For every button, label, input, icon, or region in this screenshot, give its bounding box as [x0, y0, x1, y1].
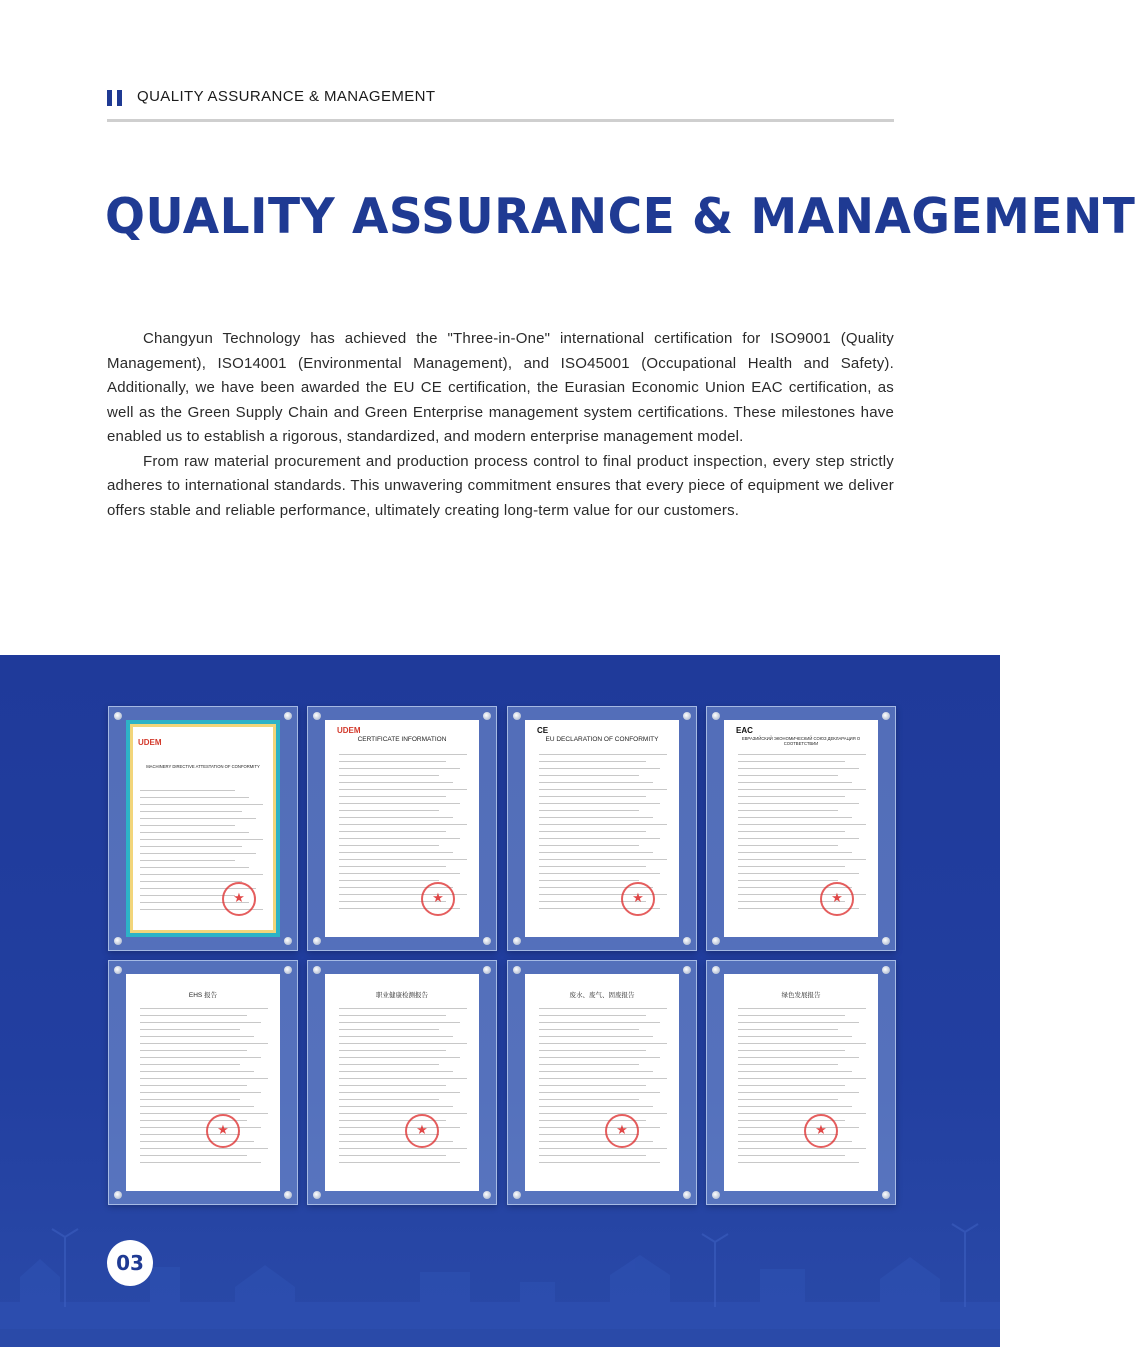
certificate-text-line [140, 853, 256, 854]
certificate-text-line [738, 1008, 866, 1009]
certificate-text-line [738, 1127, 859, 1128]
mount-bolt-icon [114, 712, 122, 720]
certificate-text-line [140, 1050, 247, 1051]
certificate-text-line [339, 1113, 467, 1114]
mount-bolt-icon [284, 1191, 292, 1199]
mount-bolt-icon [513, 966, 521, 974]
certificate-text-line [539, 1113, 667, 1114]
certificate-text-line [539, 754, 667, 755]
certificate-text-line [738, 1050, 845, 1051]
certificate-text-line [140, 846, 242, 847]
certificate-frame [706, 960, 896, 1205]
mount-bolt-icon [313, 1191, 321, 1199]
certificate-text-line [140, 1106, 254, 1107]
certificate-frame [507, 960, 697, 1205]
certificate-text-line [738, 1071, 852, 1072]
certificate-text-line [539, 866, 646, 867]
official-seal-icon [206, 1114, 240, 1148]
certificate-frame [307, 706, 497, 951]
certificate-title: 绿色发展报告 [781, 992, 821, 999]
certificate-text-line [539, 817, 653, 818]
certificate-text-line [738, 845, 838, 846]
paragraph-1: Changyun Technology has achieved the "Three-in-One" international certification for ISO9001 (Quality Management), ISO14001 (Environmental Management), and ISO45001 (Occupational Health and Safety). Additionally, we have been awarded the EU CE certification, the Eurasian Economic Union EAC certification, as well as the Green Supply Chain and Green Enterprise management system certifications. These milestones have enabled us to establish a rigorous, standardized, and modern enterprise management model. [107, 330, 894, 445]
certificate-text-line [140, 867, 249, 868]
certificate-text-line [738, 761, 845, 762]
certificate-text-line [539, 768, 660, 769]
certificate-frame [108, 706, 298, 951]
certificate-text-line [738, 1057, 859, 1058]
certificate-text-line [738, 1162, 859, 1163]
certificate-text-line [539, 1106, 653, 1107]
certificate-title: EHS 报告 [188, 992, 218, 999]
certificate-text-line [738, 852, 852, 853]
certificate-text-line [539, 1015, 646, 1016]
certificate-text-line [539, 1085, 646, 1086]
certificate-text-line [738, 1015, 845, 1016]
certificate-text-line [339, 852, 453, 853]
certificate-text-line [339, 1029, 439, 1030]
certificate-text-line [738, 1106, 852, 1107]
certificate-text-line [738, 775, 838, 776]
certificate-title: CERTIFICATE INFORMATION [357, 736, 447, 743]
official-seal-icon [421, 882, 455, 916]
certificate-text-line [738, 768, 859, 769]
certificate-text-line [738, 1099, 838, 1100]
mount-bolt-icon [114, 966, 122, 974]
certificate-text-line [738, 1113, 866, 1114]
certificate-text-line [339, 1085, 446, 1086]
certificate-title: 职业健康检测报告 [376, 992, 428, 999]
certificate-text-line [539, 1141, 653, 1142]
certificate-text-line [539, 1155, 646, 1156]
mount-bolt-icon [313, 937, 321, 945]
certificate-text-line [140, 1099, 240, 1100]
certificate-document [525, 974, 679, 1191]
mount-bolt-icon [513, 712, 521, 720]
certificate-brand-logo: EAC [736, 726, 753, 735]
certificate-text-line [738, 838, 859, 839]
mount-bolt-icon [513, 1191, 521, 1199]
certificate-text-line [339, 1148, 467, 1149]
certificate-text-line [339, 796, 446, 797]
certificate-text-line [539, 789, 667, 790]
certificate-text-line [339, 1050, 446, 1051]
certificate-text-line [339, 754, 467, 755]
certificate-text-line [140, 1148, 268, 1149]
certificate-text-line [539, 1050, 646, 1051]
certificate-text-line [339, 859, 467, 860]
cityscape-illustration [0, 1207, 1000, 1347]
certificate-document [126, 974, 280, 1191]
certificate-frame [108, 960, 298, 1205]
certificate-text-line [738, 810, 838, 811]
certificate-text-line [539, 1036, 653, 1037]
certificate-text-line [140, 1015, 247, 1016]
certificate-document [126, 720, 280, 937]
certificate-text-line [539, 838, 660, 839]
certificate-text-line [738, 873, 859, 874]
certificate-text-line [539, 824, 667, 825]
certificate-text-line [140, 1057, 261, 1058]
certificate-text-line [738, 803, 859, 804]
certificate-frame [706, 706, 896, 951]
certificate-text-line [339, 831, 446, 832]
certificate-text-line [339, 824, 467, 825]
certificate-text-line [539, 1078, 667, 1079]
certificate-text-line [539, 845, 639, 846]
page-number-badge: 03 [107, 1240, 153, 1286]
certificate-text-line [738, 1141, 852, 1142]
certificate-document [724, 974, 878, 1191]
official-seal-icon [804, 1114, 838, 1148]
certificate-text-line [738, 866, 845, 867]
mount-bolt-icon [114, 1191, 122, 1199]
certificate-text-line [539, 831, 646, 832]
certificate-brand-logo: UDEM [138, 738, 162, 747]
certificate-text-line [339, 1106, 453, 1107]
certificate-text-line [539, 859, 667, 860]
certificate-text-line [738, 831, 845, 832]
certificate-text-line [339, 873, 460, 874]
certificate-text-line [339, 1127, 460, 1128]
mount-bolt-icon [882, 937, 890, 945]
certificate-text-line [539, 810, 639, 811]
mount-bolt-icon [284, 966, 292, 974]
certificate-text-line [738, 1022, 859, 1023]
certificate-text-line [539, 1008, 667, 1009]
certificate-text-line [339, 782, 453, 783]
mount-bolt-icon [712, 1191, 720, 1199]
mount-bolt-icon [483, 712, 491, 720]
certificate-title: EU DECLARATION OF CONFORMITY [545, 736, 659, 743]
certificate-text-line [140, 1085, 247, 1086]
certificate-text-line [339, 866, 446, 867]
certificate-text-line [140, 818, 256, 819]
certificate-text-line [339, 775, 439, 776]
certificate-text-line [738, 1092, 859, 1093]
certificate-title: 废水、废气、固废报告 [569, 992, 635, 999]
mount-bolt-icon [483, 966, 491, 974]
section-header [107, 88, 894, 124]
certificate-text-line [339, 761, 446, 762]
certificate-text-line [140, 1022, 261, 1023]
certificate-text-line [539, 1022, 660, 1023]
section-marker-icon [107, 90, 123, 106]
certificate-text-line [738, 817, 852, 818]
certificate-text-line [140, 1113, 268, 1114]
certificate-text-line [738, 859, 866, 860]
certificate-text-line [738, 782, 852, 783]
certificate-text-line [140, 895, 235, 896]
certificate-text-line [140, 804, 263, 805]
certificate-text-line [140, 1043, 268, 1044]
certificate-document [724, 720, 878, 937]
certificate-text-line [339, 845, 439, 846]
certificate-text-line [738, 880, 838, 881]
certificate-brand-logo: CE [537, 726, 549, 735]
certificate-text-line [539, 803, 660, 804]
certificate-text-line [339, 1015, 446, 1016]
certificate-text-line [140, 874, 263, 875]
certificate-text-line [539, 775, 639, 776]
certificate-text-line [339, 1036, 453, 1037]
certificate-document [325, 720, 479, 937]
certificate-text-line [140, 1162, 261, 1163]
certificate-brand-logo: UDEM [337, 726, 361, 735]
certificate-text-line [539, 1148, 667, 1149]
certificate-text-line [140, 1064, 240, 1065]
certificate-text-line [738, 1155, 845, 1156]
mount-bolt-icon [882, 1191, 890, 1199]
mount-bolt-icon [313, 712, 321, 720]
certificate-text-line [539, 1071, 653, 1072]
certificate-document [525, 720, 679, 937]
certificate-text-line [539, 1057, 660, 1058]
certificate-text-line [738, 1036, 852, 1037]
certificate-text-line [339, 1092, 460, 1093]
certificate-text-line [339, 838, 460, 839]
certificate-text-line [140, 1092, 261, 1093]
certificate-text-line [339, 803, 460, 804]
certificate-text-line [339, 1141, 453, 1142]
certificate-text-line [539, 782, 653, 783]
certificate-text-line [339, 1057, 460, 1058]
certificate-text-line [738, 1064, 838, 1065]
official-seal-icon [222, 882, 256, 916]
mount-bolt-icon [683, 966, 691, 974]
certificate-text-line [539, 1099, 639, 1100]
certificate-text-line [339, 1064, 439, 1065]
certificate-text-line [539, 1064, 639, 1065]
certificate-text-line [539, 1127, 660, 1128]
certificate-text-line [539, 852, 653, 853]
certificate-text-line [140, 1127, 261, 1128]
certificate-frame [507, 706, 697, 951]
certificate-text-line [738, 1085, 845, 1086]
page-title: QUALITY ASSURANCE & MANAGEMENT [105, 188, 1135, 245]
certificate-title: MACHINERY DIRECTIVE ATTESTATION OF CONFORMITY [146, 764, 260, 769]
certificate-text-line [738, 1029, 838, 1030]
mount-bolt-icon [882, 966, 890, 974]
mount-bolt-icon [284, 712, 292, 720]
certificate-text-line [140, 790, 235, 791]
mount-bolt-icon [483, 937, 491, 945]
mount-bolt-icon [284, 937, 292, 945]
certificate-text-line [539, 1092, 660, 1093]
mount-bolt-icon [712, 712, 720, 720]
official-seal-icon [405, 1114, 439, 1148]
certificate-text-line [339, 1155, 446, 1156]
certificate-text-line [738, 789, 866, 790]
mount-bolt-icon [114, 937, 122, 945]
certificate-text-line [738, 1148, 866, 1149]
mount-bolt-icon [513, 937, 521, 945]
certificate-text-line [140, 811, 242, 812]
certificate-text-line [140, 881, 242, 882]
certificate-text-line [339, 880, 439, 881]
certificate-text-line [339, 1071, 453, 1072]
certificate-text-line [539, 880, 639, 881]
certificate-text-line [539, 1162, 660, 1163]
certificate-text-line [539, 1029, 639, 1030]
certificate-frame [307, 960, 497, 1205]
certificate-text-line [339, 1008, 467, 1009]
certificate-text-line [339, 1162, 460, 1163]
official-seal-icon [605, 1114, 639, 1148]
certificate-text-line [539, 761, 646, 762]
certificate-text-line [339, 768, 460, 769]
certificate-text-line [140, 860, 235, 861]
official-seal-icon [621, 882, 655, 916]
certificate-text-line [140, 797, 249, 798]
certificate-document [325, 974, 479, 1191]
paragraph-2: From raw material procurement and production process control to final product inspection, every step strictly adheres to international standards. This unwavering commitment ensures that every piece of equipment we deliver offers stable and reliable performance, ultimately creating long-term value for our customers. [107, 452, 894, 519]
mount-bolt-icon [712, 937, 720, 945]
mount-bolt-icon [683, 712, 691, 720]
certificate-text-line [738, 754, 866, 755]
certificate-text-line [738, 1078, 866, 1079]
certificate-text-line [539, 1043, 667, 1044]
certificate-text-line [339, 1043, 467, 1044]
certificate-text-line [140, 825, 235, 826]
certificate-text-line [140, 1078, 268, 1079]
mount-bolt-icon [683, 1191, 691, 1199]
certificate-title: ЕВРАЗИЙСКИЙ ЭКОНОМИЧЕСКИЙ СОЮЗ ДЕКЛАРАЦИЯ О СООТВЕТСТВИИ [741, 736, 861, 746]
certificate-text-line [339, 1099, 439, 1100]
certificate-text-line [339, 1022, 460, 1023]
body-text [107, 327, 894, 523]
mount-bolt-icon [712, 966, 720, 974]
certificate-text-line [738, 1043, 866, 1044]
certificate-text-line [140, 1036, 254, 1037]
certificate-text-line [539, 796, 646, 797]
certificate-text-line [140, 1155, 247, 1156]
mount-bolt-icon [313, 966, 321, 974]
mount-bolt-icon [882, 712, 890, 720]
certificate-text-line [140, 839, 263, 840]
certificate-text-line [339, 817, 453, 818]
certificate-text-line [140, 1029, 240, 1030]
certificate-text-line [140, 832, 249, 833]
certificate-text-line [140, 1141, 254, 1142]
section-label: QUALITY ASSURANCE & MANAGEMENT [137, 88, 436, 105]
mount-bolt-icon [483, 1191, 491, 1199]
certificate-text-line [738, 824, 866, 825]
mount-bolt-icon [683, 937, 691, 945]
certificate-text-line [539, 873, 660, 874]
certificate-text-line [140, 1008, 268, 1009]
certificate-text-line [140, 1071, 254, 1072]
certificate-text-line [339, 789, 467, 790]
official-seal-icon [820, 882, 854, 916]
certificate-text-line [339, 810, 439, 811]
header-divider [107, 119, 894, 122]
certificate-text-line [738, 796, 845, 797]
certificate-text-line [339, 1078, 467, 1079]
